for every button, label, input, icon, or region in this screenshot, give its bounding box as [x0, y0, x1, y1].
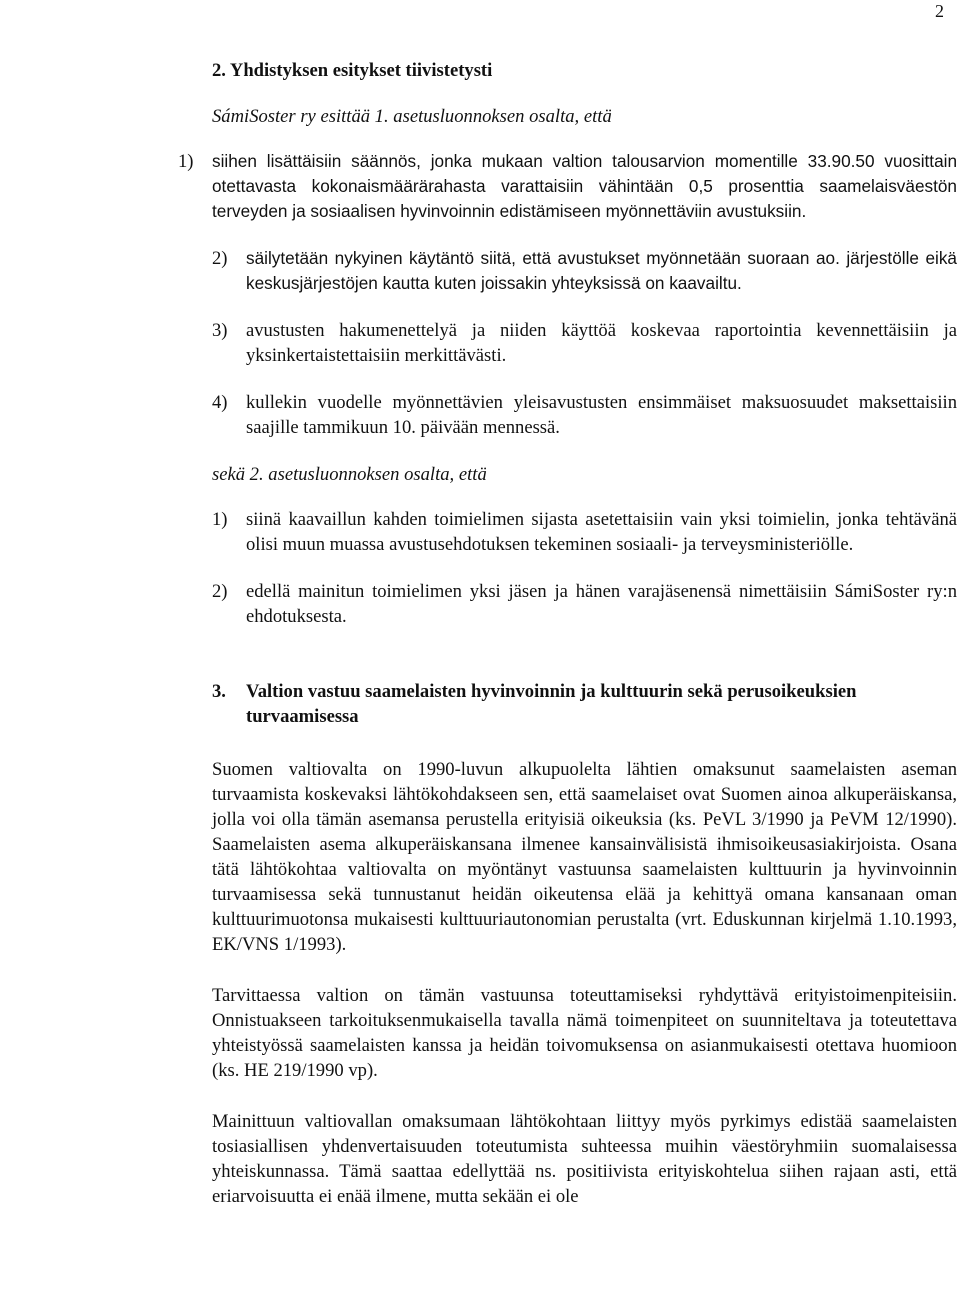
list-item — [212, 507, 957, 557]
item-number: 4) — [212, 392, 228, 413]
intro-2: sekä 2. asetusluonnoksen osalta, että — [212, 464, 487, 485]
page-number: 2 — [935, 1, 944, 21]
list-item — [212, 246, 957, 296]
section-2-heading: 2. Yhdistyksen esitykset tiivistetysti — [212, 60, 493, 81]
paragraph: Mainittuun valtiovallan omaksumaan lähtökohtaan liittyy myös pyrkimys edistää saamelaisten tosiasiallisen yhdenvertaisuuden toteutumista suhteessa muihin väestöryhmiin suomalaisessa yhteiskunnassa. Tämä saattaa edellyttää ns. positiivista erityiskohtelua siihen rajaan asti, että eriarvoisuutta ei enää ilmene, mutta sekään ei ole — [212, 1111, 957, 1207]
section-number: 3. — [212, 681, 226, 702]
item-text: edellä mainitun toimielimen yksi jäsen ja hänen varajäsenensä nimettäisiin SámiSoster ry:n ehdotuksesta. — [246, 581, 957, 627]
section-3-heading — [212, 679, 957, 729]
item-number: 3) — [212, 320, 228, 341]
item-number: 1) — [178, 151, 194, 172]
list-item — [212, 318, 957, 368]
item-number: 2) — [212, 581, 228, 602]
paragraph: Suomen valtiovalta on 1990-luvun alkupuolelta lähtien omaksunut saamelaisten aseman turvaamista koskevaksi lähtökohdakseen sen, että saamelaiset ovat Suomen ainoa alkuperäiskansa, jolla voi olla tämän asemansa perustella erityisiä oikeuksia (ks. PeVL 3/1990 ja PeVM 12/1990). Saamelaisten asema alkuperäiskansana ilmenee kansainvälisistä ihmisoikeusasiakirjoista. Osana tätä lähtökohtaa valtiovalta on myöntänyt vastuunsa saamelaisten kulttuurin ja hyvinvoinnin turvaamisessa sekä tunnustanut heidän oikeutensa elää ja kehittyä omana kansanaan oman kulttuurimuotonsa mukaisesti kulttuuriautonomian perustalta (vrt. Eduskunnan kirjelmä 1.10.1993, EK/VNS 1/1993). — [212, 759, 957, 955]
item-text: avustusten hakumenettelyä ja niiden käyttöä koskevaa raportointia kevennettäisiin ja yksinkertaistettaisiin merkittävästi. — [246, 320, 957, 366]
document-body — [178, 58, 957, 1235]
item-text: siinä kaavaillun kahden toimielimen sijasta asetettaisiin vain yksi toimielin, jonka tehtävänä olisi muun muassa avustusehdotuksen tekeminen sosiaali- ja terveysministeriölle. — [246, 509, 957, 555]
paragraph: Tarvittaessa valtion on tämän vastuunsa toteuttamiseksi ryhdyttävä erityistoimenpiteisiin. Onnistuakseen tarkoituksenmukaisella tavalla nämä toimenpiteet on suunniteltava ja toteutettava yhteistyössä saamelaisten kanssa ja heidän toivomuksensa on asianmukaisesti otettava huomioon (ks. HE 219/1990 vp). — [212, 985, 957, 1081]
item-text: säilytetään nykyinen käytäntö siitä, että avustukset myönnetään suoraan ao. järjestölle eikä keskusjärjestöjen kautta kuten joissakin yhteyksissä on kaavailtu. — [246, 248, 957, 293]
list-item — [212, 390, 957, 440]
item-text: siihen lisättäisiin säännös, jonka mukaan valtion talousarvion momentille 33.90.50 vuosittain otettavasta kokonaismäärärahasta varattaisiin vähintään 0,5 prosenttia saamelaisväestön terveyden ja sosiaalisen hyvinvoinnin edistämiseen myönnettäviin avustuksiin. — [212, 151, 957, 221]
item-text: kullekin vuodelle myönnettävien yleisavustusten ensimmäiset maksuosuudet maksettaisiin saajille tammikuun 10. päivään mennessä. — [246, 392, 957, 438]
item-number: 2) — [212, 248, 228, 269]
list-item — [212, 579, 957, 629]
intro-1: SámiSoster ry esittää 1. asetusluonnoksen osalta, että — [212, 106, 612, 127]
list-item — [178, 149, 957, 224]
list-1 — [178, 149, 957, 440]
item-number: 1) — [212, 509, 228, 530]
list-2 — [212, 507, 957, 629]
section-title: Valtion vastuu saamelaisten hyvinvoinnin ja kulttuurin sekä perusoikeuksien turvaamisessa — [246, 681, 857, 727]
